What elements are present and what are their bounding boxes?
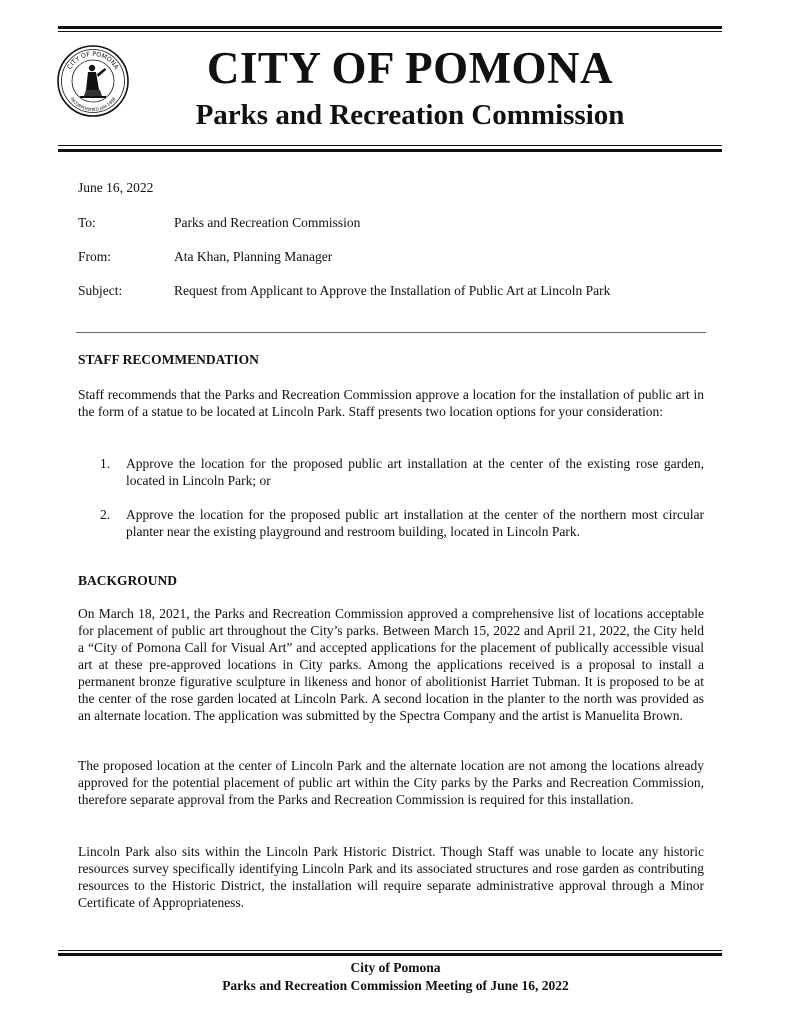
option-number: 1. [100, 456, 111, 471]
memo-divider [76, 332, 706, 333]
staff-recommendation-intro: Staff recommends that the Parks and Recreation Commission approve a location for the installation of public art in the form of a statue to be located at Lincoln Park. Staff presents two location options for your consideration: [78, 387, 704, 419]
option-text: Approve the location for the proposed public art installation at the center of the northern most circular planter near the existing playground and restroom building, located in Lincoln Park. [126, 507, 704, 539]
background-paragraph-3: Lincoln Park also sits within the Lincoln Park Historic District. Though Staff was unable to locate any historic resources survey specifically identifying Lincoln Park and its associated structures and rose garden as contributing resources to the Historic District, the installation will require separate administrative approval through a Minor Certificate of Appropriateness. [78, 844, 704, 910]
background-paragraph-1: On March 18, 2021, the Parks and Recreation Commission approved a comprehensive list of locations acceptable for placement of public art throughout the City’s parks. Between March 15, 2022 and April 21, 2022, the City held a “City of Pomona Call for Visual Art” and accepted applications for the placement of publically accessible visual art at these pre-approved locations in City parks. Among the applications received is a proposal to install a permanent bronze figurative sculpture in likeness and honor of abolitionist Harriet Tubman. It is proposed to be at the center of the rose garden located at Lincoln Park. A second location in the planter to the north was provided as an alternate location. The application was submitted by the Spectra Company and the artist is Manuelita Brown. [78, 606, 704, 723]
option-number: 2. [100, 507, 111, 522]
header-top-rule [58, 26, 722, 29]
memo-subject-label: Subject: [78, 283, 123, 298]
city-seal-logo [56, 44, 130, 118]
staff-recommendation-heading: STAFF RECOMMENDATION [78, 352, 259, 367]
memo-subject-value: Request from Applicant to Approve the Installation of Public Art at Lincoln Park [174, 283, 611, 298]
background-paragraph-2: The proposed location at the center of Lincoln Park and the alternate location are not among the locations already approved for the potential placement of public art within the City parks by the Parks and Recreation Commission, therefore separate approval from the Parks and Recreation Commission is required for this installation. [78, 758, 704, 807]
svg-text:INCORPORATED JAN 1888: INCORPORATED JAN 1888 [69, 96, 117, 113]
footer-top-rule [58, 953, 722, 956]
footer-city: City of Pomona [350, 960, 441, 975]
option-text: Approve the location for the proposed public art installation at the center of the existing rose garden, located in Lincoln Park; or [126, 456, 704, 488]
commission-title: Parks and Recreation Commission [195, 99, 625, 131]
memo-from-value: Ata Khan, Planning Manager [174, 249, 333, 264]
background-heading: BACKGROUND [78, 573, 178, 588]
memo-from-label: From: [78, 249, 112, 264]
memo-date: June 16, 2022 [78, 180, 154, 195]
memo-to-label: To: [78, 215, 96, 230]
header-top-rule-thin [58, 31, 722, 32]
footer-meeting: Parks and Recreation Commission Meeting of June 16, 2022 [222, 978, 569, 993]
footer-top-rule-thin [58, 950, 722, 951]
memo-to-value: Parks and Recreation Commission [174, 215, 361, 230]
city-title: CITY OF POMONA [206, 43, 614, 93]
header-bottom-rule-thin [58, 145, 722, 146]
header-bottom-rule [58, 149, 722, 152]
svg-text:CITY OF POMONA: CITY OF POMONA [66, 50, 120, 71]
